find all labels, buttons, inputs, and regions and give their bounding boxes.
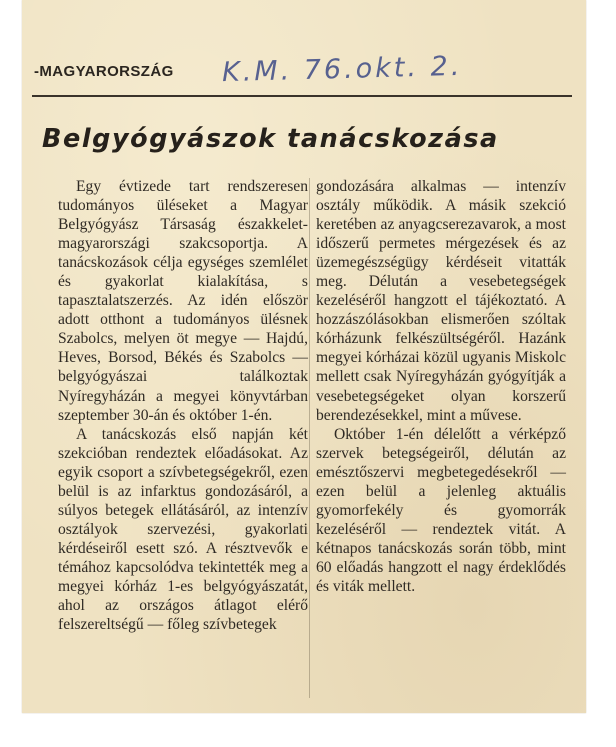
header-divider bbox=[32, 95, 572, 97]
article-paragraph: Egy évtizede tart rendszeresen tudományos üléseket a Magyar Belgyógyász Társaság északkelet-magyarországi szakcsoportja. A tanácskozások célja egységes szemlélet és gyakorlat kialakítása, s tapasztalatszerzés. Az idén először adott otthont a tudományos ülésnek Szabolcs, melyen öt megye — Hajdú, Heves, Borsod, Békés és Szabolcs — belgyógyászai találkoztak Nyíregyházán a megyei könyvtárban szeptember 30-án és október 1-én. bbox=[58, 178, 308, 424]
article-paragraph: gondozására alkalmas — intenzív osztály működik. A másik szekció keretében az anyagcserezavarok, a most időszerű permetes mérgezések és az üzemegészségügy kérdéseit vitatták meg. Délután a vesebetegségek kezeléséről hangzott el tájékoztató. A hozzászólásokban elismerően szóltak kórházunk felkészültségéről. Hazánk megyei kórházai közül ugyanis Miskolc mellett csak Nyíregyházán gyógyítják a vesebetegségeket olyan korszerű berendezésekkel, mint a művese. bbox=[316, 178, 566, 424]
section-label: -MAGYARORSZÁG bbox=[34, 63, 174, 80]
article-paragraph: A tanácskozás első napján két szekcióban rendeztek előadásokat. Az egyik csoport a szívbetegségekről, ezen belül is az infarktus gondozásáról, a súlyos betegek ellátásáról, az intenzív osztályok szervezési, gyakorlati kérdéseiről esett szó. A résztvevők e témához kapcsolódva tekintették meg a megyei kórház 1-es belgyógyászatát, ahol az országos átlagot elérő felszereltségű — főleg szívbetegek bbox=[58, 425, 308, 634]
article-column-left bbox=[58, 177, 308, 634]
article-column-right bbox=[316, 177, 566, 596]
newspaper-clipping bbox=[22, 0, 586, 713]
article-headline: Belgyógyászok tanácskozása bbox=[42, 124, 499, 154]
column-divider bbox=[309, 178, 310, 698]
article-paragraph: Október 1-én délelőtt a vérképző szervek betegségeiről, délután az emésztőszervi megbetegedésekről — ezen belül a jelenleg aktuális gyomorfekély és gyomorrák kezeléséről — rendeztek vitát. A kétnapos tanácskozás során több, mint 60 előadás hangzott el nagy érdeklődés és viták mellett. bbox=[316, 425, 566, 595]
handwritten-date-note: K.M. 76.okt. 2. bbox=[221, 50, 463, 89]
